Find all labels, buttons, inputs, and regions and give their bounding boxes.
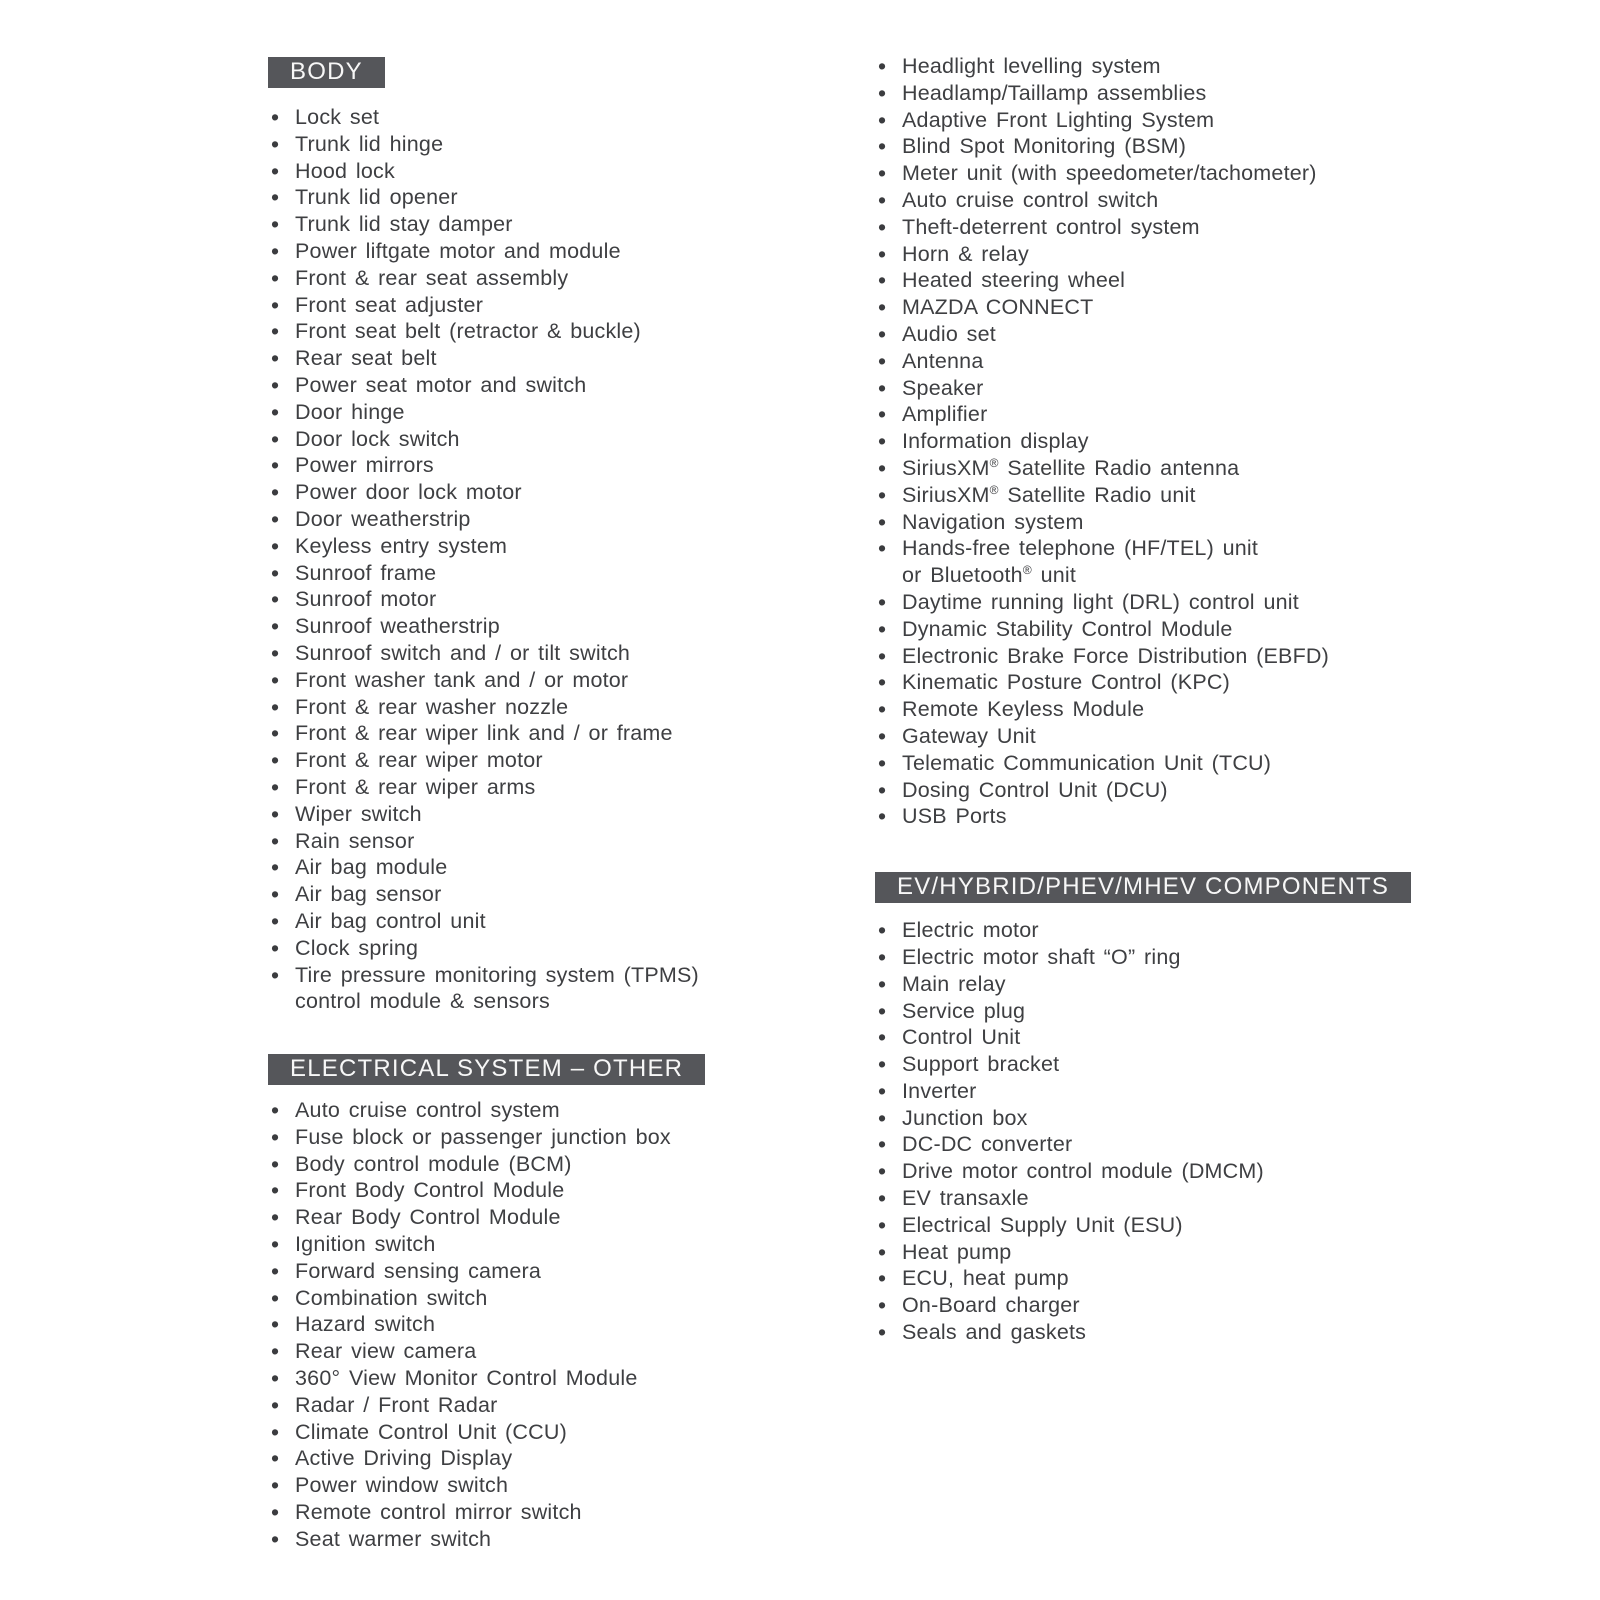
list-item: • Remote control mirror switch [268,1499,788,1526]
list-item: • Front & rear wiper link and / or frame [268,720,788,747]
list-item: • Heat pump [875,1239,1475,1266]
list-item: • Tire pressure monitoring system (TPMS) control module & sensors [268,962,788,1016]
section-header-body: BODY [268,57,385,88]
list-item: • Door hinge [268,399,788,426]
list-item: • USB Ports [875,803,1475,830]
list-item: • Kinematic Posture Control (KPC) [875,669,1475,696]
registered-mark: ® [989,455,999,470]
list-item: • SiriusXM® Satellite Radio unit [875,482,1475,509]
column-right [875,53,1475,1346]
list-item: • Audio set [875,321,1475,348]
list-item: • Support bracket [875,1051,1475,1078]
list-item: • Door lock switch [268,426,788,453]
list-item: • Blind Spot Monitoring (BSM) [875,133,1475,160]
list-item: • Wiper switch [268,801,788,828]
list-item: • Climate Control Unit (CCU) [268,1419,788,1446]
list-item: • Sunroof weatherstrip [268,613,788,640]
list-item: • Forward sensing camera [268,1258,788,1285]
list-item: • Main relay [875,971,1475,998]
list-item: • Navigation system [875,509,1475,536]
list-item: • Electrical Supply Unit (ESU) [875,1212,1475,1239]
list-item: • Information display [875,428,1475,455]
list-item: • Headlamp/Taillamp assemblies [875,80,1475,107]
list-item: • Daytime running light (DRL) control unit [875,589,1475,616]
list-item: • Front & rear washer nozzle [268,694,788,721]
list-item: • Body control module (BCM) [268,1151,788,1178]
list-item: • Air bag module [268,854,788,881]
registered-mark: ® [989,482,999,497]
list-item: • Hood lock [268,158,788,185]
list-item: • Power mirrors [268,452,788,479]
list-item: • Dynamic Stability Control Module [875,616,1475,643]
section-header-ev: EV/HYBRID/PHEV/MHEV COMPONENTS [875,872,1411,903]
list-item: • Sunroof frame [268,560,788,587]
list-item: • Front & rear seat assembly [268,265,788,292]
list-item: • Seat warmer switch [268,1526,788,1553]
list-item: • Drive motor control module (DMCM) [875,1158,1475,1185]
list-item: • On-Board charger [875,1292,1475,1319]
list-item: • Heated steering wheel [875,267,1475,294]
section-list-electrical-cont [875,53,1475,830]
list-item: • Front seat belt (retractor & buckle) [268,318,788,345]
list-item: • Hazard switch [268,1311,788,1338]
list-item: • Lock set [268,104,788,131]
list-item: • Rear Body Control Module [268,1204,788,1231]
registered-mark: ® [1022,562,1032,577]
list-item: • Dosing Control Unit (DCU) [875,777,1475,804]
list-item: • Trunk lid stay damper [268,211,788,238]
list-item: • Auto cruise control switch [875,187,1475,214]
list-item: • Rear view camera [268,1338,788,1365]
list-item: • MAZDA CONNECT [875,294,1475,321]
list-item: • Electric motor shaft “O” ring [875,944,1475,971]
list-item: • Telematic Communication Unit (TCU) [875,750,1475,777]
list-item: • Control Unit [875,1024,1475,1051]
list-item: • Front & rear wiper arms [268,774,788,801]
list-item: • Junction box [875,1105,1475,1132]
list-item: • SiriusXM® Satellite Radio antenna [875,455,1475,482]
list-item: • Speaker [875,375,1475,402]
list-item: • Inverter [875,1078,1475,1105]
list-item: • Combination switch [268,1285,788,1312]
list-item: • Hands-free telephone (HF/TEL) unit or Bluetooth® unit [875,535,1475,589]
list-item: • Theft-deterrent control system [875,214,1475,241]
list-item: • Front seat adjuster [268,292,788,319]
list-item: • Electric motor [875,917,1475,944]
list-item: • Seals and gaskets [875,1319,1475,1346]
list-item: • Active Driving Display [268,1445,788,1472]
list-item: • Power liftgate motor and module [268,238,788,265]
section-header-electrical: ELECTRICAL SYSTEM – OTHER [268,1054,705,1085]
list-item: • Clock spring [268,935,788,962]
list-item: • Air bag sensor [268,881,788,908]
list-item: • Adaptive Front Lighting System [875,107,1475,134]
list-item: • Sunroof motor [268,586,788,613]
list-item: • Rear seat belt [268,345,788,372]
list-item: • Front Body Control Module [268,1177,788,1204]
list-item: • Air bag control unit [268,908,788,935]
list-item: • Trunk lid hinge [268,131,788,158]
list-item: • Ignition switch [268,1231,788,1258]
section-list-electrical [268,1097,788,1553]
section-list-body [268,104,788,1015]
column-left [268,57,788,1553]
list-item: • Gateway Unit [875,723,1475,750]
list-item: • Amplifier [875,401,1475,428]
list-item: • Power seat motor and switch [268,372,788,399]
list-item: • Remote Keyless Module [875,696,1475,723]
list-item: • Power window switch [268,1472,788,1499]
section-list-ev [875,917,1475,1346]
list-item: • Sunroof switch and / or tilt switch [268,640,788,667]
list-item: • Horn & relay [875,241,1475,268]
list-item: • DC-DC converter [875,1131,1475,1158]
list-item: • Electronic Brake Force Distribution (EBFD) [875,643,1475,670]
list-item: • Front washer tank and / or motor [268,667,788,694]
list-item: • Service plug [875,998,1475,1025]
list-item: • Rain sensor [268,828,788,855]
list-item: • Front & rear wiper motor [268,747,788,774]
list-item: • 360° View Monitor Control Module [268,1365,788,1392]
list-item: • Fuse block or passenger junction box [268,1124,788,1151]
list-item: • Meter unit (with speedometer/tachometer) [875,160,1475,187]
list-item: • Power door lock motor [268,479,788,506]
list-item: • Antenna [875,348,1475,375]
list-item: • EV transaxle [875,1185,1475,1212]
list-item: • Trunk lid opener [268,184,788,211]
list-item: • Auto cruise control system [268,1097,788,1124]
list-item: • ECU, heat pump [875,1265,1475,1292]
list-item: • Door weatherstrip [268,506,788,533]
list-item: • Radar / Front Radar [268,1392,788,1419]
list-item: • Keyless entry system [268,533,788,560]
list-item: • Headlight levelling system [875,53,1475,80]
